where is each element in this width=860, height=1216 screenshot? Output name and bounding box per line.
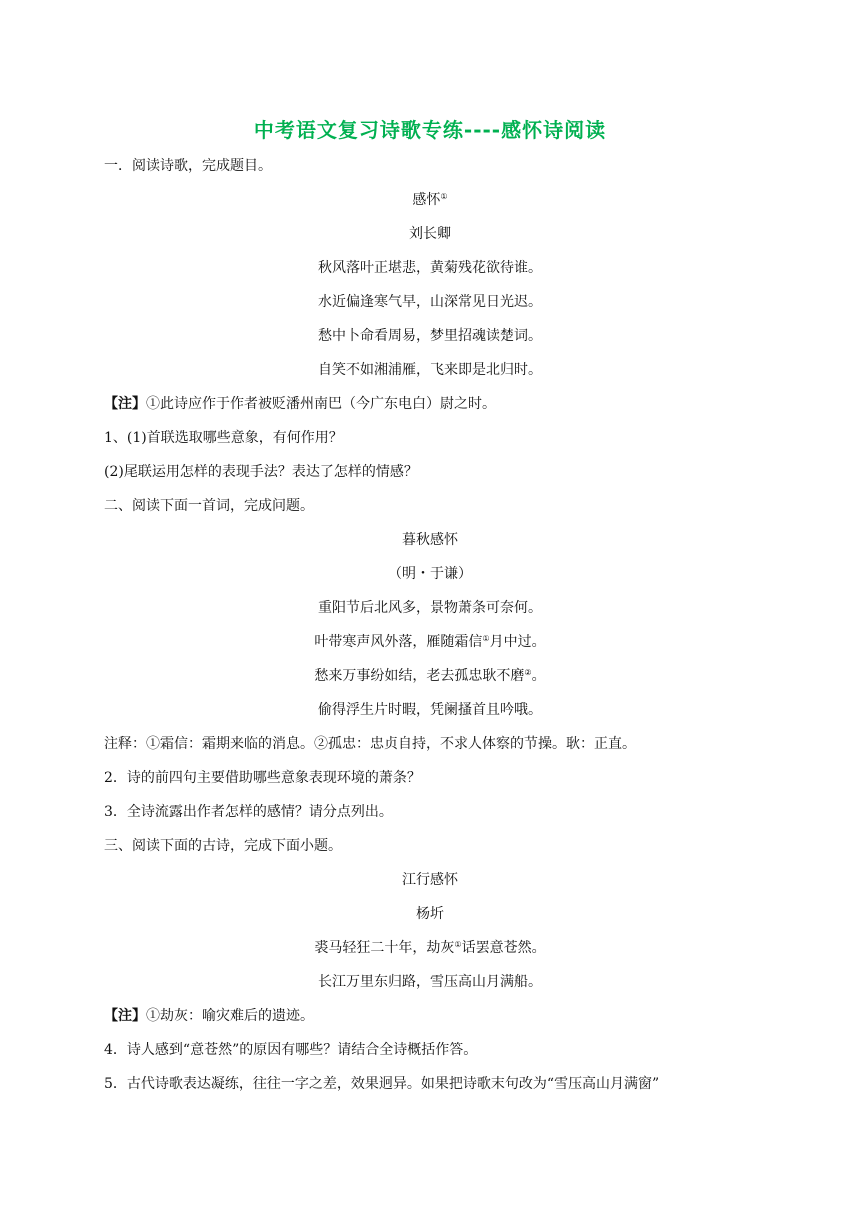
- poem-one-title-text: 感怀: [412, 192, 441, 208]
- poem-two-line-text: 月中过。: [489, 634, 546, 650]
- poem-three-line-text: 裘马轻狂二十年，劫灰: [314, 940, 455, 956]
- poem-one-line: 自笑不如湘浦雁，飞来即是北归时。: [318, 362, 542, 378]
- note-mark: 【注】: [104, 396, 146, 412]
- poem-two-line: 重阳节后北风多，景物萧条可奈何。: [318, 600, 542, 616]
- note-mark: 【注】: [104, 1008, 146, 1024]
- section-three-heading: 三、阅读下面的古诗，完成下面小题。: [104, 838, 342, 854]
- section-two-heading: 二、阅读下面一首词，完成问题。: [104, 498, 314, 514]
- poem-two-line: [0, 666, 860, 686]
- question-4: 4．诗人感到“意苍然”的原因有哪些？请结合全诗概括作答。: [104, 1042, 478, 1058]
- section-one-heading: 一．阅读诗歌，完成题目。: [104, 158, 272, 174]
- poem-one-title-note: ①: [440, 192, 448, 201]
- poem-two-title: 暮秋感怀: [402, 532, 458, 548]
- poem-two-line-note: ①: [482, 634, 490, 643]
- question-2: 2．诗的前四句主要借助哪些意象表现环境的萧条？: [104, 770, 421, 786]
- poem-three-line-note: ①: [454, 940, 462, 949]
- poem-one-line: 愁中卜命看周易，梦里招魂读楚词。: [318, 328, 542, 344]
- question-1-part-1: 1、(1)首联选取哪些意象，有何作用？: [104, 430, 343, 446]
- poem-two-author: （明・于谦）: [388, 566, 472, 582]
- poem-three-note: [104, 1006, 314, 1026]
- poem-two-line-text: 。: [531, 668, 546, 684]
- poem-two-line: [0, 632, 860, 652]
- question-3: 3．全诗流露出作者怎样的感情？请分点列出。: [104, 804, 393, 820]
- poem-one-line: 水近偏逢寒气早，山深常见日光迟。: [318, 294, 542, 310]
- poem-three-line: [0, 938, 860, 958]
- document-title-text: 中考语文复习诗歌专练----感怀诗阅读: [253, 118, 607, 142]
- poem-three-line-text: 话罢意苍然。: [461, 940, 546, 956]
- note-text: ①劫灰：喻灾难后的遗迹。: [146, 1008, 314, 1024]
- poem-three-author: 杨圻: [416, 906, 444, 922]
- poem-two-notes: 注释：①霜信：霜期来临的消息。②孤忠：忠贞自持，不求人体察的节操。耿：正直。: [104, 736, 636, 752]
- poem-two-line-text: 叶带寒声风外落，雁随霜信: [314, 634, 483, 650]
- document-title: [0, 114, 860, 143]
- poem-one-author: 刘长卿: [409, 226, 451, 242]
- note-text: ①此诗应作于作者被贬潘州南巴（今广东电白）尉之时。: [146, 396, 496, 412]
- poem-three-line: 长江万里东归路，雪压高山月满船。: [318, 974, 542, 990]
- question-1-part-2: (2)尾联运用怎样的表现手法？表达了怎样的情感？: [104, 464, 418, 480]
- poem-one-title: [0, 190, 860, 210]
- poem-one-line: 秋风落叶正堪悲，黄菊残花欲待谁。: [318, 260, 542, 276]
- poem-one-note: [104, 394, 496, 414]
- question-5: 5．古代诗歌表达凝练，往往一字之差，效果迥异。如果把诗歌末句改为“雪压高山月满窗”: [104, 1076, 660, 1092]
- poem-two-line: 偷得浮生片时暇，凭阑搔首且吟哦。: [318, 702, 542, 718]
- poem-two-line-text: 愁来万事纷如结，老去孤忠耿不磨: [314, 668, 525, 684]
- poem-two-line-note: ②: [524, 668, 532, 677]
- poem-three-title: 江行感怀: [402, 872, 458, 888]
